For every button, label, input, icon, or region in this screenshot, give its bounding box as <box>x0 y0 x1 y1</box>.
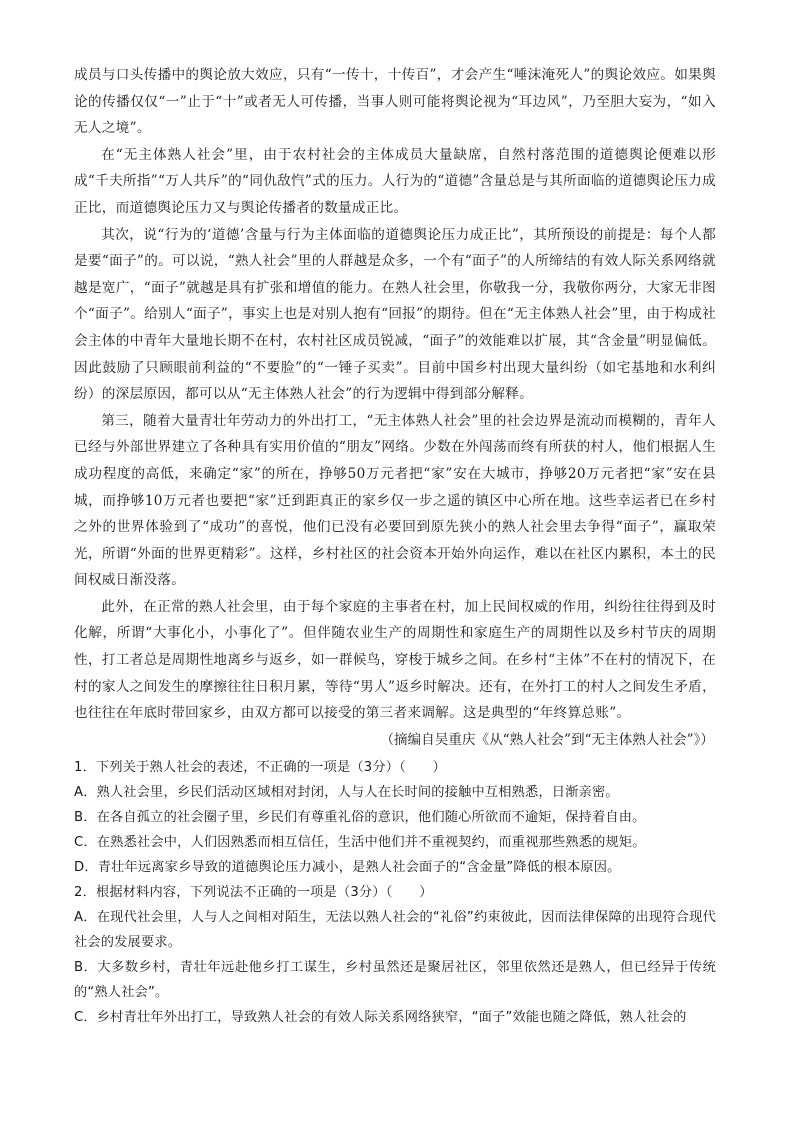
passage-paragraph: 在“无主体熟人社会”里，由于农村社会的主体成员大量缺席，自然村落范围的道德舆论便难以形成“千夫所指”“万人共斥”的“同仇敌忾”式的压力。人行为的“道德”含量总是与其所面临的道德舆论压力成正比，而道德舆论压力又与舆论传播者的数量成正比。 <box>74 146 716 216</box>
passage-source: （摘编自吴重庆《从“熟人社会”到“无主体熟人社会”》） <box>380 731 714 748</box>
reading-passage <box>74 62 716 753</box>
option-a: A．熟人社会里，乡民们活动区域相对封闭，人与人在长时间的接触中互相熟悉，日渐亲密。 <box>74 785 619 801</box>
passage-paragraph: 此外，在正常的熟人社会里，由于每个家庭的主事者在村，加上民间权威的作用，纠纷往往得到及时化解，所谓“大事化小，小事化了”。但伴随农业生产的周期性和家庭生产的周期性以及乡村节庆的周期性，打工者总是周期性地离乡与返乡，如一群候鸟，穿梭于城乡之间。在乡村“主体”不在村的情况下，在村的家人之间发生的摩擦往往日积月累，等待“男人”返乡时解决。还有，在外打工的村人之间发生矛盾，也往往在年底时带回家乡，由双方都可以接受的第三者来调解。这是典型的“年终算总账”。 <box>74 598 716 722</box>
passage-paragraph: 第三，随着大量青壮年劳动力的外出打工，“无主体熟人社会”里的社会边界是流动而模糊的，青年人已经与外部世界建立了各种具有实用价值的“朋友”网络。少数在外闯荡而终有所获的村人，他们根据人生成功程度的高低，来确定“家”的所在，挣够50万元者把“家”安在大城市，挣够20万元者把“家”安在县城，而挣够10万元者也要把“家”迁到距真正的家乡仅一步之遥的镇区中心所在地。这些幸运者已在乡村之外的世界体验到了“成功”的喜悦，他们已没有必要回到原先狭小的熟人社会里去争得“面子”，赢取荣光，所谓“外面的世界更精彩”。这样，乡村社区的社会资本开始外向运作，难以在社区内累积，本土的民间权威日渐没落。 <box>74 412 716 589</box>
passage-paragraph: 成员与口头传播中的舆论放大效应，只有“一传十，十传百”，才会产生“唾沫淹死人”的舆论效应。如果舆论的传播仅仅“一”止于“十”或者无人可传播，当事人则可能将舆论视为“耳边风”，乃至胆大妄为，“如入无人之境”。 <box>74 67 716 137</box>
option-a: A．在现代社会里，人与人之间相对陌生，无法以熟人社会的“礼俗”约束彼此，因而法律保障的出现符合现代社会的发展要求。 <box>74 910 716 951</box>
question-1 <box>74 755 716 880</box>
option-c: C．乡村青壮年外出打工，导致熟人社会的有效人际关系网络狭窄，“面子”效能也随之降低，熟人社会的 <box>74 1010 687 1026</box>
option-b: B．在各自孤立的社会圈子里，乡民们有尊重礼俗的意识，他们随心所欲而不逾矩，保持着自由。 <box>74 810 646 826</box>
question-2 <box>74 880 716 1030</box>
question-list <box>74 755 716 1030</box>
option-b: B．大多数乡村，青壮年远赴他乡打工谋生，乡村虽然还是聚居社区，邻里依然还是熟人，但已经异于传统的“熟人社会”。 <box>74 960 716 1001</box>
question-stem: 1．下列关于熟人社会的表述，不正确的一项是（3分）（ ） <box>74 760 447 776</box>
option-d: D．青壮年远离家乡导致的道德舆论压力减小，是熟人社会面子的“含金量”降低的根本原因。 <box>74 860 621 876</box>
option-c: C．在熟悉社会中，人们因熟悉而相互信任，生活中他们并不重视契约，而重视那些熟悉的规矩。 <box>74 835 646 851</box>
passage-paragraph: 其次，说“行为的‘道德’含量与行为主体面临的道德舆论压力成正比”，其所预设的前提是：每个人都是要“面子”的。可以说，“熟人社会”里的人群越是众多，一个有“面子”的人所缔结的有效人际关系网络就越是宽广，“面子”就越是具有扩张和增值的能力。在熟人社会里，你敬我一分，我敬你两分，大家无非图个“面子”。给别人“面子”，事实上也是对别人抱有“回报”的期待。但在“无主体熟人社会”里，由于构成社会主体的中青年大量地长期不在村，农村社区成员锐减，“面子”的效能难以扩展，其“含金量”明显偏低。因此鼓励了只顾眼前利益的“不要脸”的“一锤子买卖”。目前中国乡村出现大量纠纷（如宅基地和水利纠纷）的深层原因，都可以从“无主体熟人社会”的行为逻辑中得到部分解释。 <box>74 226 716 403</box>
question-stem: 2．根据材料内容，下列说法不正确的一项是（3分）（ ） <box>74 885 433 901</box>
